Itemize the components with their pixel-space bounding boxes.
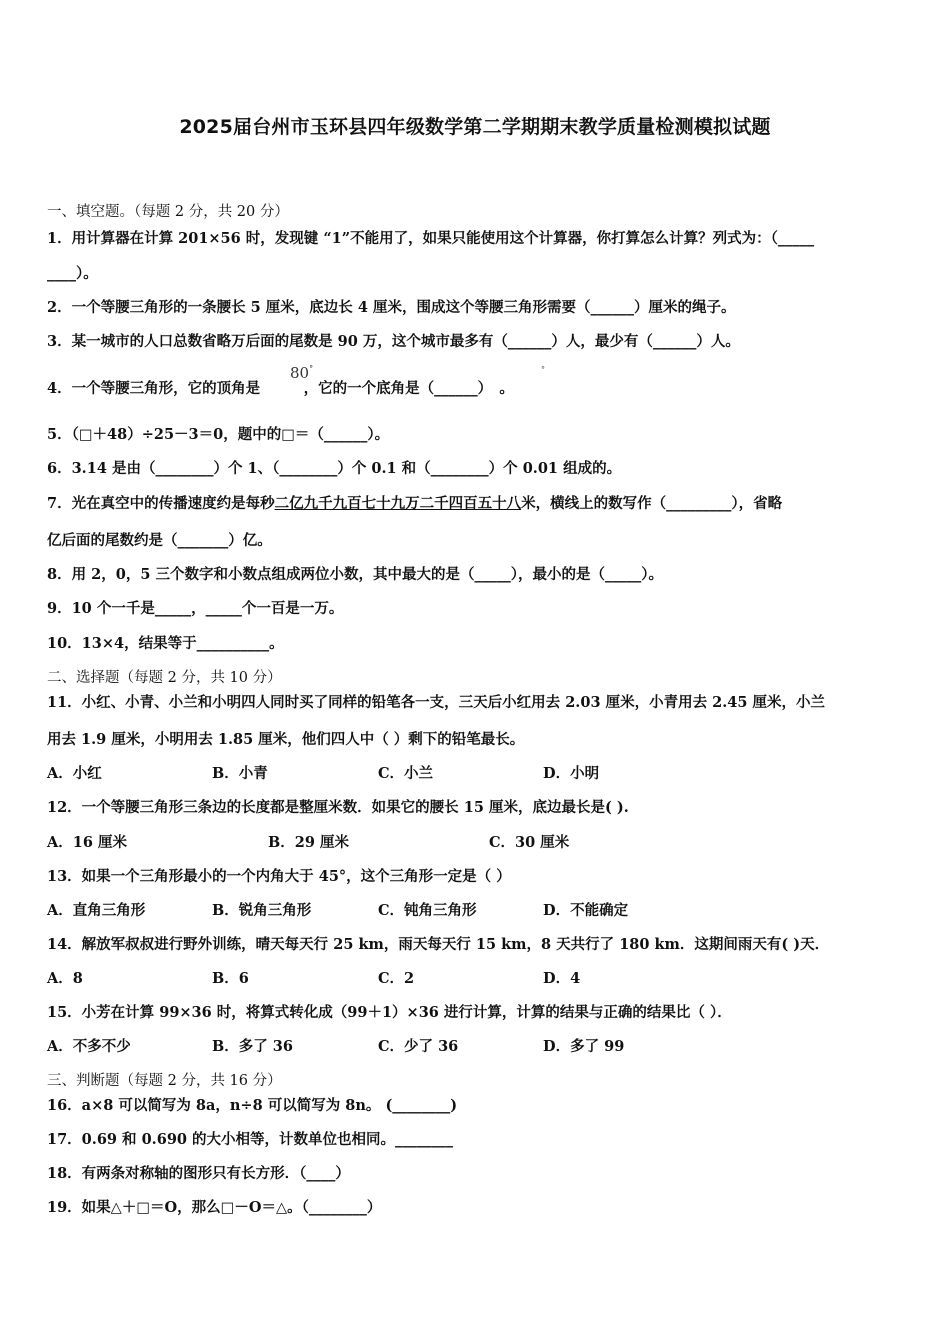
- question-5: 5．（□＋48）÷25－3＝0，题中的□＝（______）。: [47, 426, 390, 443]
- question-8: 8．用 2，0，5 三个数字和小数点组成两位小数，其中最大的是（_____），最小的是（_____）。: [47, 566, 663, 583]
- page-title: 2025届台州市玉环县四年级数学第二学期期末教学质量检测模拟试题: [179, 116, 771, 138]
- question-6: 6．3.14 是由（________）个 1、（________）个 0.1 和（________）个 0.01 组成的。: [47, 460, 622, 477]
- apex-angle-figure: 80°: [290, 364, 314, 382]
- q11-option-a: A．小红: [47, 765, 102, 782]
- q15-option-a: A．不多不少: [47, 1038, 131, 1055]
- q13-option-a: A．直角三角形: [47, 902, 146, 919]
- question-11-continued: 用去 1.9 厘米，小明用去 1.85 厘米，他们四人中（ ）剩下的铅笔最长。: [47, 731, 525, 748]
- question-1-continued: ____）。: [47, 265, 98, 282]
- q13-option-c: C．钝角三角形: [378, 902, 477, 919]
- question-7-continued: 亿后面的尾数约是（_______）亿。: [47, 532, 272, 549]
- q12-option-a: A．16 厘米: [47, 834, 127, 851]
- question-2: 2．一个等腰三角形的一条腰长 5 厘米，底边长 4 厘米，围成这个等腰三角形需要（______）厘米的绳子。: [47, 299, 736, 316]
- section-heading-fill-blank: 一、填空题。（每题 2 分，共 20 分）: [47, 204, 289, 220]
- q14-option-c: C．2: [378, 970, 415, 987]
- q15-option-d: D．多了 99: [543, 1038, 625, 1055]
- q12-option-c: C．30 厘米: [489, 834, 570, 851]
- question-13: 13．如果一个三角形最小的一个内角大于 45°，这个三角形一定是（ ）: [47, 868, 511, 885]
- q13-option-d: D．不能确定: [543, 902, 629, 919]
- question-3: 3．某一城市的人口总数省略万后面的尾数是 90 万，这个城市最多有（______）人，最少有（______）人。: [47, 333, 740, 350]
- q14-option-d: D．4: [543, 970, 581, 987]
- question-4: 4．一个等腰三角形，它的顶角是 ，它的一个底角是（______） 。: [47, 380, 514, 397]
- degree-mark: °: [541, 365, 545, 374]
- question-10: 10．13×4，结果等于__________。: [47, 635, 284, 652]
- question-12: 12．一个等腰三角形三条边的长度都是整厘米数．如果它的腰长 15 厘米，底边最长是( ).: [47, 799, 629, 816]
- q14-option-b: B．6: [212, 970, 249, 987]
- section-heading-judgment: 三、判断题（每题 2 分，共 16 分）: [47, 1073, 282, 1089]
- q11-option-d: D．小明: [543, 765, 600, 782]
- question-19: 19．如果△＋□＝O，那么□－O＝△。（________）: [47, 1199, 382, 1216]
- question-11: 11．小红、小青、小兰和小明四人同时买了同样的铅笔各一支，三天后小红用去 2.03 厘米，小青用去 2.45 厘米，小兰: [47, 694, 825, 711]
- question-15: 15．小芳在计算 99×36 时，将算式转化成（99＋1）×36 进行计算，计算的结果与正确的结果比（ ）．: [47, 1004, 732, 1021]
- q11-option-b: B．小青: [212, 765, 268, 782]
- underlined-number-words: 二亿九千九百七十九万二千四百五十八: [274, 495, 522, 512]
- section-heading-choice: 二、选择题（每题 2 分，共 10 分）: [47, 670, 282, 686]
- question-14: 14．解放军叔叔进行野外训练，晴天每天行 25 km，雨天每天行 15 km，8 天共行了 180 km．这期间雨天有( )天．: [47, 936, 830, 953]
- q13-option-b: B．锐角三角形: [212, 902, 312, 919]
- q11-option-c: C．小兰: [378, 765, 434, 782]
- q14-option-a: A．8: [47, 970, 83, 987]
- q12-option-b: B．29 厘米: [268, 834, 349, 851]
- question-7: 7．光在真空中的传播速度约是每秒二亿九千九百七十九万二千四百五十八米，横线上的数写作（_________），省略: [47, 495, 783, 512]
- q15-option-b: B．多了 36: [212, 1038, 293, 1055]
- question-1: 1．用计算器在计算 201×56 时，发现键 “1”不能用了，如果只能使用这个计算器，你打算怎么计算？列式为：（_____: [47, 230, 815, 247]
- question-18: 18．有两条对称轴的图形只有长方形．（____）: [47, 1165, 350, 1182]
- q15-option-c: C．少了 36: [378, 1038, 459, 1055]
- question-17: 17．0.69 和 0.690 的大小相等，计数单位也相同。________: [47, 1131, 454, 1148]
- question-16: 16．a×8 可以简写为 8a，n÷8 可以简写为 8n。 (________): [47, 1097, 458, 1114]
- question-9: 9．10 个一千是_____，_____个一百是一万。: [47, 600, 344, 617]
